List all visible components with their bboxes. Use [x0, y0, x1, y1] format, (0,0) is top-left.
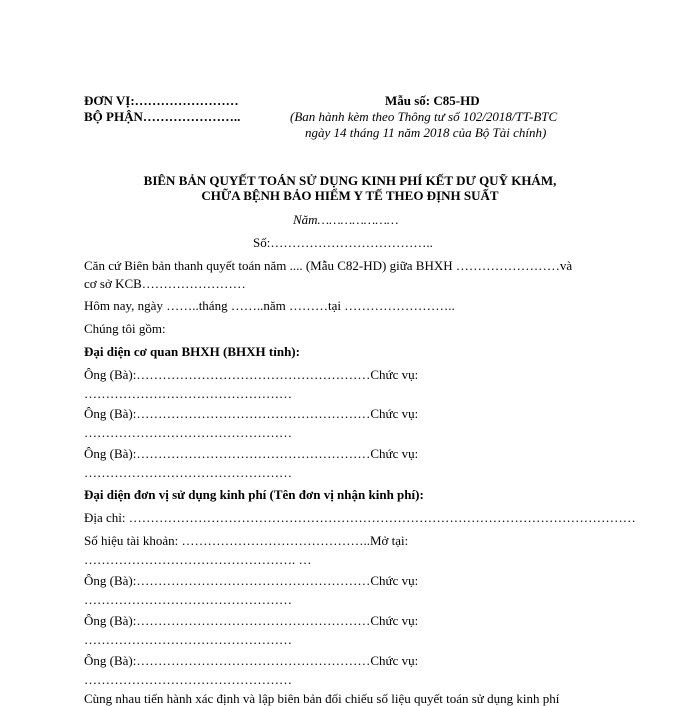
department-field: BỘ PHẬN………………….. — [84, 109, 241, 124]
basis-line2: cơ sở KCB…………………… — [84, 276, 246, 291]
meeting-date-place: Hôm nay, ngày ……..tháng ……..năm ………tại …………………….. — [84, 298, 455, 313]
year-field: Năm………………… — [293, 212, 399, 227]
dots-line: ………………………………………… — [84, 386, 292, 401]
person-field: Ông (Bà):………………………………………………Chức vụ: — [84, 653, 419, 668]
unit-representative-heading: Đại diện đơn vị sử dụng kinh phí (Tên đơn vị nhận kinh phí): — [84, 487, 424, 502]
person-field: Ông (Bà):………………………………………………Chức vụ: — [84, 406, 419, 421]
dots-line: ………………………………………… — [84, 632, 292, 647]
dots-line: ………………………………………… — [84, 592, 292, 607]
basis-line1: Căn cứ Biên bản thanh quyết toán năm .... (Mẫu C82-HD) giữa BHXH ……………………và — [84, 258, 573, 273]
unit-field: ĐƠN VỊ:…………………… — [84, 93, 239, 108]
address-field: Địa chỉ: ……………………………………………………………………………………………………… — [84, 510, 636, 525]
person-field: Ông (Bà):………………………………………………Chức vụ: — [84, 573, 419, 588]
account-field: Số hiệu tài khoản: ……………………………………..Mở tại: — [84, 533, 409, 548]
account-dots-line: …………………………………………. … — [84, 552, 312, 567]
dots-line: ………………………………………… — [84, 672, 292, 687]
dots-line: ………………………………………… — [84, 425, 292, 440]
closing-paragraph: Cùng nhau tiến hành xác định và lập biên bản đối chiếu số liệu quyết toán sử dụng kinh phí — [84, 691, 560, 706]
issued-basis-line2: ngày 14 tháng 11 năm 2018 của Bộ Tài chính) — [305, 125, 547, 140]
we-are-label: Chúng tôi gồm: — [84, 321, 166, 336]
dots-line: ………………………………………… — [84, 465, 292, 480]
bhxh-representative-heading: Đại diện cơ quan BHXH (BHXH tỉnh): — [84, 344, 300, 359]
document-number: Số:……………………………….. — [253, 235, 433, 250]
person-field: Ông (Bà):………………………………………………Chức vụ: — [84, 613, 419, 628]
form-number: Mẫu số: C85-HD — [385, 93, 480, 108]
person-field: Ông (Bà):………………………………………………Chức vụ: — [84, 446, 419, 461]
issued-basis-line1: (Ban hành kèm theo Thông tư số 102/2018/TT-BTC — [290, 109, 558, 124]
document-title-line2: CHỮA BỆNH BẢO HIỂM Y TẾ THEO ĐỊNH SUẤT — [201, 188, 499, 203]
person-field: Ông (Bà):………………………………………………Chức vụ: — [84, 367, 419, 382]
document-title-line1: BIÊN BẢN QUYẾT TOÁN SỬ DỤNG KINH PHÍ KẾT DƯ QUỸ KHÁM, — [143, 173, 557, 188]
